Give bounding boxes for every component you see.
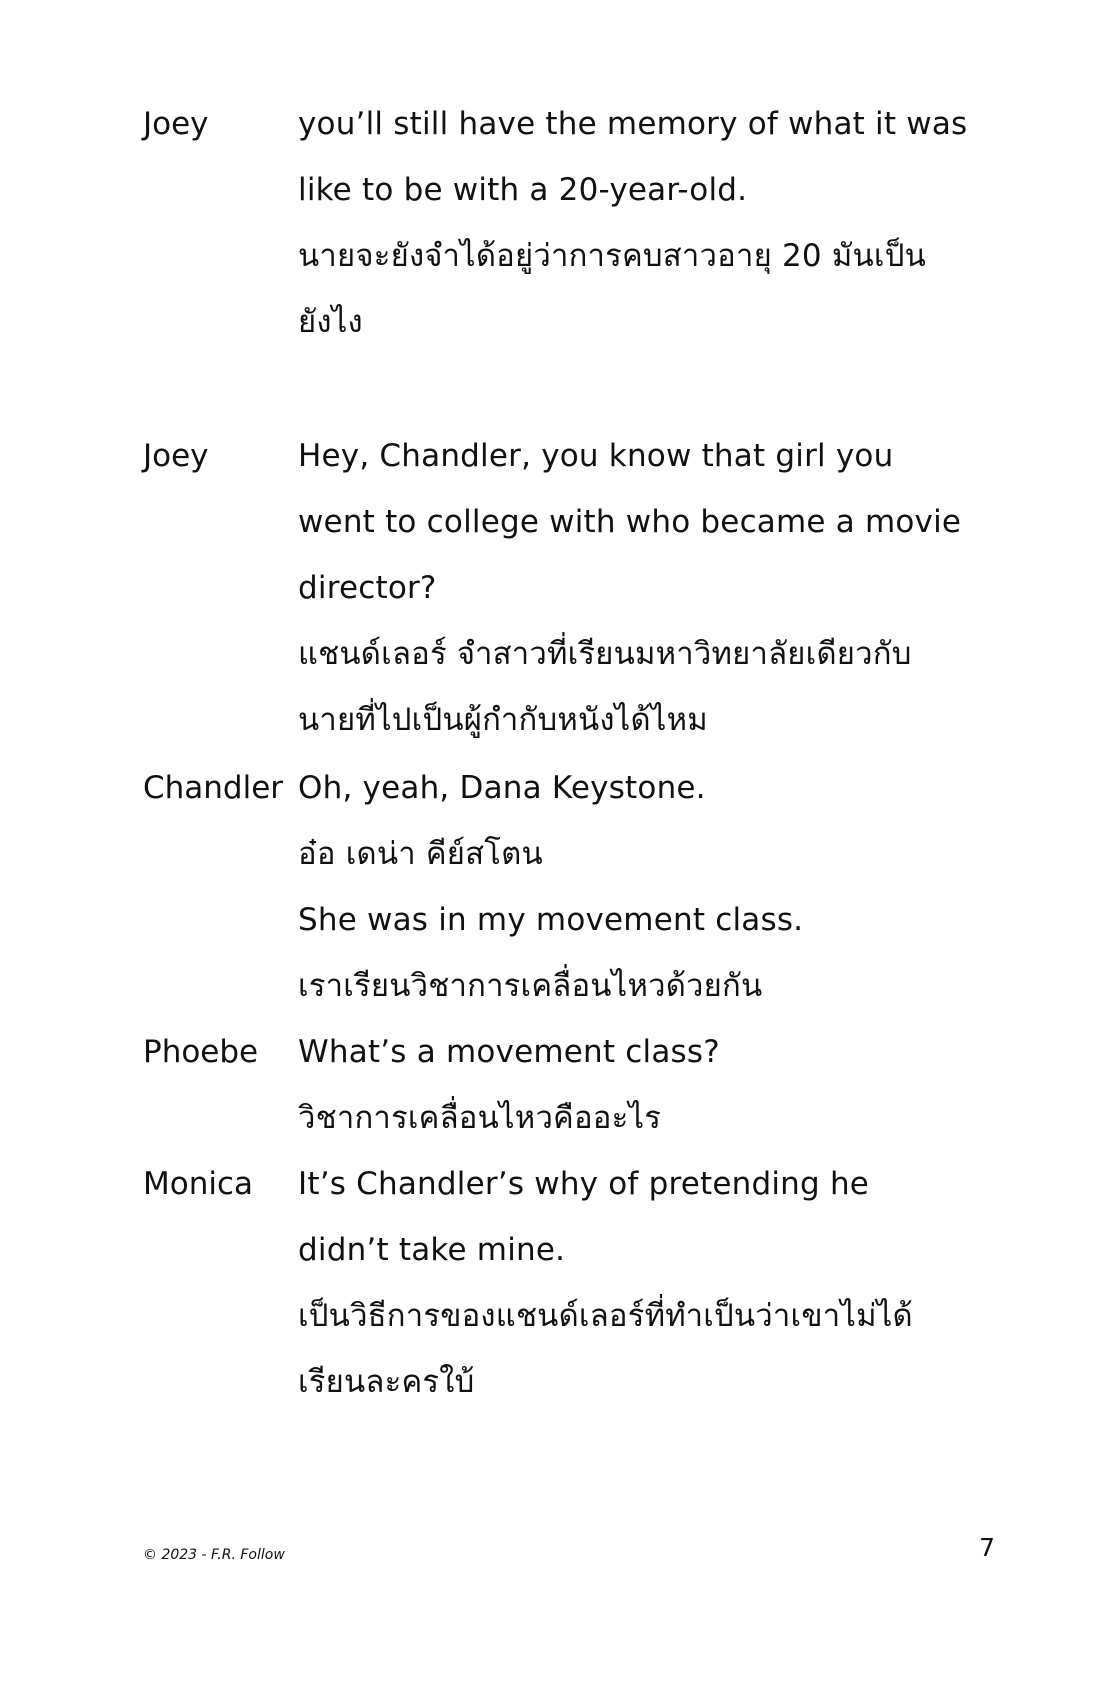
page-number: 7 (979, 1533, 995, 1562)
speaker-name: Monica (143, 1166, 254, 1202)
speaker-name: Chandler (143, 770, 284, 806)
dialogue-line: like to be with a 20-year-old. (298, 172, 748, 208)
dialogue-line: She was in my movement class. (298, 902, 804, 938)
dialogue-line-thai: เราเรียนวิชาการเคลื่อนไหวด้วยกัน (298, 968, 763, 1004)
dialogue-line: Oh, yeah, Dana Keystone. (298, 770, 706, 806)
dialogue-line-thai: เป็นวิธีการของแชนด์เลอร์ที่ทำเป็นว่าเขาไม่ได้ (298, 1298, 913, 1334)
dialogue-line: Hey, Chandler, you know that girl you (298, 438, 894, 474)
dialogue-line-thai: ยังไง (298, 304, 363, 340)
dialogue-line-thai: เรียนละครใบ้ (298, 1364, 475, 1400)
dialogue-line: It’s Chandler’s why of pretending he (298, 1166, 870, 1202)
copyright-footer: © 2023 - F.R. Follow (143, 1547, 285, 1563)
dialogue-line: didn’t take mine. (298, 1232, 566, 1268)
dialogue-line-thai: แชนด์เลอร์ จำสาวที่เรียนมหาวิทยาลัยเดียวกับ (298, 636, 912, 672)
speaker-name: Joey (143, 438, 209, 474)
dialogue-line: What’s a movement class? (298, 1034, 720, 1070)
dialogue-line-thai: นายจะยังจำได้อยู่ว่าการคบสาวอายุ 20 มันเป็น (298, 238, 926, 274)
dialogue-line-thai: นายที่ไปเป็นผู้กำกับหนังได้ไหม (298, 702, 708, 738)
dialogue-line-thai: วิชาการเคลื่อนไหวคืออะไร (298, 1100, 662, 1136)
dialogue-line: director? (298, 570, 437, 606)
dialogue-line: you’ll still have the memory of what it was (298, 106, 968, 142)
dialogue-line-thai: อ๋อ เดน่า คีย์สโตน (298, 836, 543, 872)
speaker-name: Phoebe (143, 1034, 259, 1070)
speaker-name: Joey (143, 106, 209, 142)
dialogue-line: went to college with who became a movie (298, 504, 962, 540)
